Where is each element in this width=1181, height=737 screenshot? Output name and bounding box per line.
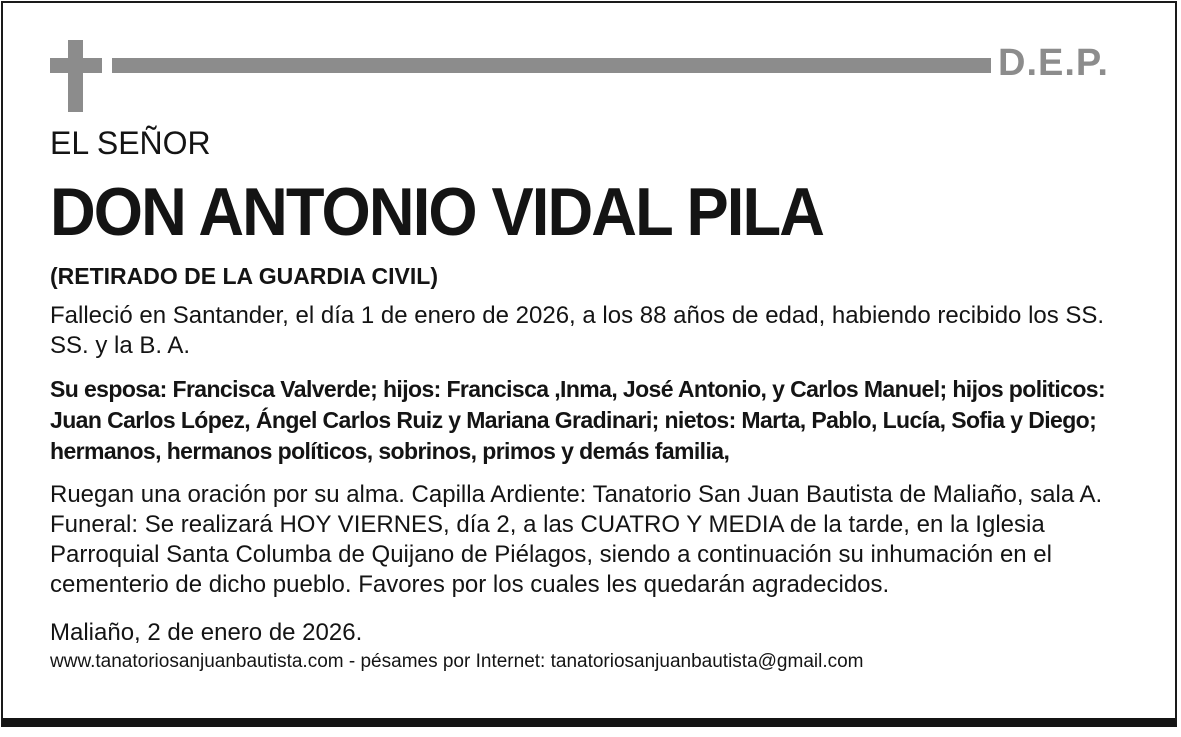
- cross-icon: [50, 40, 102, 112]
- header-rule: [112, 58, 991, 73]
- funeral-details: Ruegan una oración por su alma. Capilla Ardiente: Tanatorio San Juan Bautista de Maliaño, sala A. Funeral: Se realizará HOY VIERNES, día 2, a las CUATRO Y MEDIA de la tarde, en la Iglesia Parroquial Santa Columba de Quijano de Piélagos, siendo a continuación su inhumación en el cementerio de dicho pueblo. Favores por los cuales les quedarán agradecidos.: [50, 481, 1103, 598]
- place-date: Maliaño, 2 de enero de 2026.: [50, 619, 363, 646]
- deceased-subtitle: (RETIRADO DE LA GUARDIA CIVIL): [50, 263, 439, 289]
- dep-label: D.E.P.: [998, 42, 1109, 84]
- deceased-name: DON ANTONIO VIDAL PILA: [50, 174, 824, 250]
- family-list: Su esposa: Francisca Valverde; hijos: Francisca ,Inma, José Antonio, y Carlos Manuel; hijos politicos: Juan Carlos López, Ángel Carlos Ruiz y Mariana Gradinari; nietos: Marta, Pablo, Lucía, Sofia y Diego; hermanos, hermanos políticos, sobrinos, primos y demás familia,: [50, 376, 1106, 464]
- honorific: EL SEÑOR: [50, 125, 211, 161]
- obituary-notice: [1, 1, 1177, 727]
- death-statement: Falleció en Santander, el día 1 de enero de 2026, a los 88 años de edad, habiendo recibido los SS. SS. y la B. A.: [50, 302, 1105, 359]
- contact-line: www.tanatoriosanjuanbautista.com - pésames por Internet: tanatoriosanjuanbautista@gmail.com: [50, 651, 864, 672]
